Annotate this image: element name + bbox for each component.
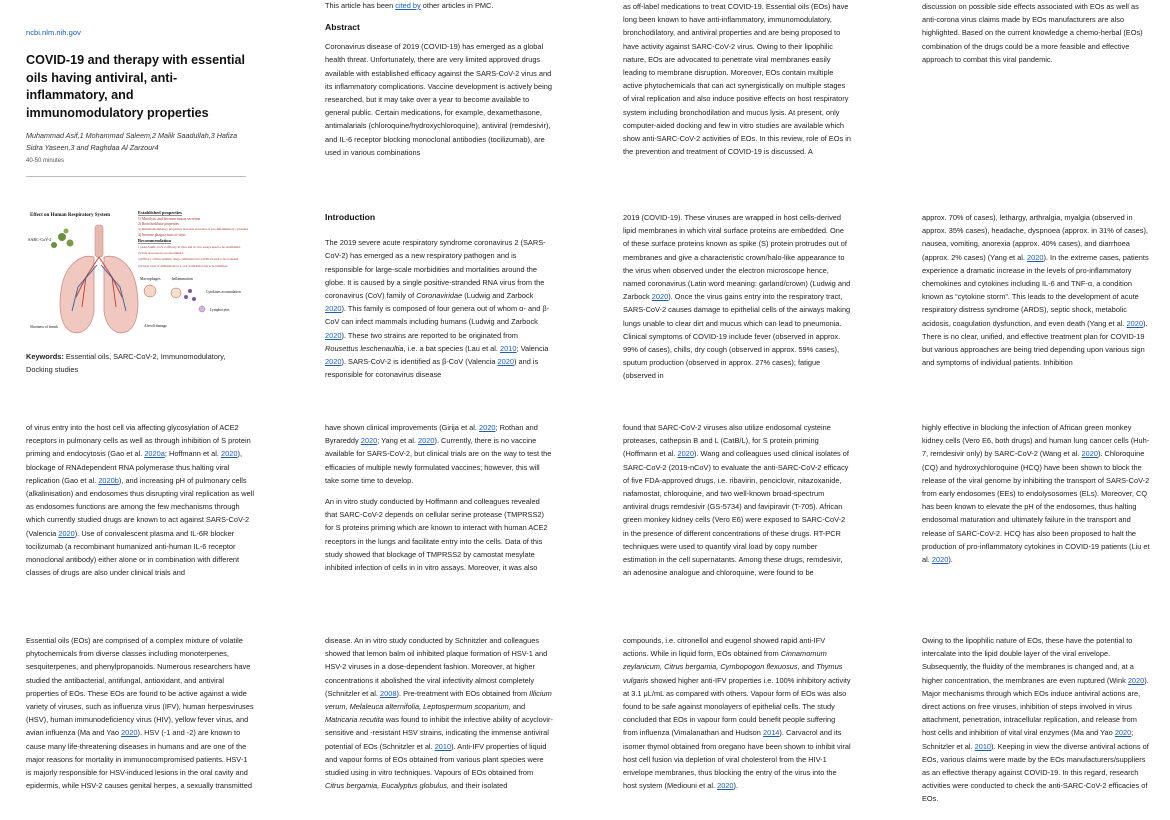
- paragraph: highly effective in blocking the infection of African green monkey kidney cells (Vero E6, both drugs) and human lung cancer cells (Huh-7, remdesivir only) by SARC-CoV-2 (Wang et al. 2020). Chloroquine (CQ) and hydroxychloroquine (HCQ) have been shown to block the release of the viral genome by inhibiting the transport of SARS-CoV-2 from early endosomes (EEs) to endolysosomes (ELs). Moreover, CQ has been known to elevate the pH of the endosomes, thus halting endosomal maturation and ultimately failure in the transport and release of SARC-CoV-2. HCQ has also been proposed to halt the production of pro-inflammatory cytokines in COVID-19 patients (Liu et al. 2020).: [922, 423, 1150, 565]
- article-title: COVID-19 and therapy with essential oils having antiviral, anti-inflammatory, and immunomodulatory properties: [26, 53, 246, 120]
- property-item: 2) Bronchodilator properties: [138, 222, 179, 226]
- citation-link[interactable]: 2020: [651, 292, 669, 302]
- body-column: [325, 634, 553, 792]
- author-list: Muhammad Asif,1 Mohammad Saleem,2 Malik Saadullah,3 Hafiza Sidra Yaseen,3 and Raghdaa Al Zarzour4: [26, 131, 238, 152]
- body-column: [26, 421, 254, 579]
- citation-link[interactable]: 2020: [1114, 728, 1132, 738]
- citation-link[interactable]: 2020: [221, 449, 238, 459]
- recommendation-heading: Recommendation: [138, 238, 171, 243]
- citation-link[interactable]: 2010: [974, 741, 992, 751]
- cited-by-link[interactable]: cited by: [395, 1, 421, 10]
- introduction-continued: [623, 211, 851, 383]
- alveoli-label: Alveoli damage: [144, 324, 167, 328]
- paragraph: Essential oils (EOs) are comprised of a complex mixture of volatile phytochemicals from diverse classes including monoterpenes, sesquiterpenes, and phenylpropanoids. Numerous researchers have studied the antibacterial, antifungal, antioxidant, and antiviral properties of EOs. These EOs are found to be active against a wide variety of viruses, such as influenza virus (IFV), human herpesviruses (HSV), human immunodeficiency virus (HIV), yellow fever virus, and avian influenza (Ma and Yao 2020). HSV (-1 and -2) are known to cause many life-threatening diseases in humans and are one of the major reasons for mortality in immunocompromised patients. HSV-1 is majorly responsible for HSV-induced lesions in the oral cavity and epidermis, while HSV-2 causes genital herpes, a sexually transmitted: [26, 636, 254, 791]
- cells-icon: [144, 285, 205, 312]
- paragraph: approx. 70% of cases), lethargy, arthralgia, myalgia (observed in approx. 35% cases), headache, dyspnoea (approx. in 31% of cases), nausea, vomiting, anorexia (approx. 40% cases), and diarrhoea (approx. 2% cases) (Yang et al. 2020). In the extreme cases, patients experience a dramatic increase in the levels of pro-inflammatory chemokines and cytokines including IL-6 and TNF-α, a condition known as “cytokine storm”. This leads to the development of acute respiratory distress syndrome (ARDS), septic shock, metabolic acidosis, coagulation dysfunction, and even death (Yang et al. 2020). There is no clear, unified, and effective treatment plan for COVID-19 but various approaches are being tried depending upon various sign and symptoms of individual patients. Inhibition: [922, 213, 1149, 368]
- citation-link[interactable]: 2020: [497, 357, 514, 367]
- citation-link[interactable]: 2020: [479, 423, 496, 432]
- citation-link[interactable]: 2020: [931, 555, 949, 565]
- virus-icon: [51, 229, 74, 249]
- citation-link[interactable]: 2010: [500, 343, 517, 353]
- paragraph: Owing to the lipophilic nature of EOs, these have the potential to intercalate into the lipid double layer of the viral envelope. Subsequently, the fluidity of the membranes is changed and, at a higher concentration, the membranes are even ruptured (Wink 2020). Major mechanisms through which EOs induce antiviral actions are, direct actions on free viruses, inhibition of steps involved in virus attachment, penetration, intracellular replication, and release from host cells and inhibition of vital viral enzymes (Ma and Yao 2020; Schnitzler et al. 2010). Keeping in view the diverse antiviral actions of EOs, various claims were made by the EOs manufacturers/suppliers as an effective therapy against COVID-19. In this regard, research activities were conducted to check the anti-SARC-CoV-2 efficacies of EOs.: [922, 636, 1149, 804]
- lungs-diagram: [26, 207, 248, 347]
- introduction-section: [325, 211, 553, 381]
- abstract-text: Coronavirus disease of 2019 (COVID-19) has emerged as a global health threat. Unfortunately, there are very limited approved drugs available with established efficacy against the SARS-CoV-2 virus and its inflammatory complications. Vaccine development is actively being researched, but it may take over a year to become available to general public. Certain medications, for example, dexamethasone, antimalarials (chloroquine/hydroxychloroquine), antiviral (remdesivir), and IL-6 receptor blocking monoclonal antibodies (tocilizumab), are used in various combinations: [325, 42, 553, 157]
- paragraph: disease. An in vitro study conducted by Schnitzler and colleagues showed that lemon balm oil inhibited plaque formation of HSV-1 and HSV-2 viruses in a dose-dependent fashion. Moreover, at higher concentrations it abolished the viral infectivity almost completely (Schnitzler et al. 2008). Pre-treatment with EOs obtained from Illicium verum, Melaleuca alternifolia, Leptospermum scoparium, and Matricaria recutita was found to inhibit the infective ability of acyclovir-sensitive and -resistant HSV strains, indicating the immense antiviral potential of EOs (Schnitzler et al. 2010). Anti-IFV properties of liquid and vapour forms of EOs obtained from various plant species were studied using in vitro techniques. Vapours of EOs obtained from Citrus bergamia, Eucalyptus globulus, and their isolated: [325, 636, 553, 791]
- body-column: [922, 634, 1150, 806]
- divider: [26, 176, 246, 177]
- macrophages-label: Macrophages: [140, 277, 161, 281]
- citation-link[interactable]: 2014: [762, 728, 780, 738]
- citation-link[interactable]: 2020: [717, 781, 734, 791]
- cited-note: This article has been cited by other articles in PMC.: [325, 1, 494, 10]
- keywords-list: Essential oils, SARC-CoV-2, Immunomodulatory, Docking studies: [26, 352, 226, 374]
- body-column: [623, 421, 851, 579]
- virus-label: SARC-CoV-2: [28, 237, 52, 242]
- citation-link[interactable]: 2010: [434, 741, 452, 751]
- paragraph: discussion on possible side effects associated with EOs as well as anti-corona virus claims made by EOs manufacturers are also highlighted. Based on the current knowledge a chemo-herbal (EOs) combination of the drugs could be a more feasible and effective approach to combat this viral pandemic.: [922, 2, 1143, 64]
- body-column: [623, 634, 851, 792]
- inflammation-label: Inflammation: [172, 277, 193, 281]
- site-link[interactable]: ncbi.nlm.nih.gov: [26, 28, 81, 37]
- paragraph: of virus entry into the host cell via affecting glycosylation of ACE2 receptors in pulmonary cells as well as through inhibition of S protein priming and endocytosis (Gao et al. 2020a; Hoffmann et al. 2020), blockage of RNAdependent RNA polymerase thus halting viral replication (Gao et al. 2020b), and increasing pH of pulmonary cells (alkalinisation) and endosomes thus disrupting viral replication as well as endosomes functions are among the few mechanisms through which currently studied drugs are known to act against SARS-CoV-2 (Valencia 2020). Use of convalescent plasma and IL-6R blocker tocilizumab (a recombinant humanized anti-human IL-6 receptor monoclonal antibody) either alone or in combination with different classes of drugs are also under clinical trials and: [26, 423, 254, 578]
- paragraph: have shown clinical improvements (Girija et al. 2020; Rothan and Byrareddy 2020; Yang et al. 2020). Currently, there is no vaccine available for SARS-CoV-2, but clinical trials are on the way to test the efficacies of multiple newly formulated vaccines; however, this will take some time to develop.: [325, 423, 552, 485]
- citation-link[interactable]: 2020: [1127, 675, 1145, 685]
- citation-link[interactable]: 2020a: [144, 449, 165, 459]
- recommendation-item: 1) Anti-SARC-CoV-2 efficacy in vitro and in vivo assays need to be established.: [138, 245, 241, 249]
- shortness-label: Shortness of breath: [30, 325, 58, 329]
- properties-heading: Established properties: [138, 210, 182, 215]
- recommendation-item: 4) Proper route of administration i.e. oral or inhalation has to be identified.: [138, 264, 228, 268]
- citation-link[interactable]: 2020: [1081, 449, 1098, 459]
- property-item: 3) Immunomodulatory properties decrease secretion of pro-inflammatory cytokines: [138, 227, 248, 231]
- citation-link[interactable]: 2020: [325, 304, 342, 314]
- citation-link[interactable]: 2020: [1027, 252, 1044, 262]
- citation-link[interactable]: 2020: [325, 330, 342, 340]
- citation-link[interactable]: 2020: [1126, 318, 1143, 328]
- keywords-label: Keywords:: [26, 352, 64, 361]
- keywords: [26, 350, 254, 376]
- recommendation-item: 3) Efficacy of EOs-synthetic drugs combination in COVID-19 need to be evaluated.: [138, 257, 239, 261]
- abstract-heading: Abstract: [325, 22, 360, 32]
- graphical-abstract-figure: [26, 207, 248, 347]
- introduction-continued: [922, 211, 1150, 369]
- abstract-continued: [922, 0, 1150, 66]
- trachea-shape: [95, 225, 103, 257]
- citation-link[interactable]: 2020: [121, 728, 138, 738]
- abstract-section: [325, 0, 553, 159]
- read-time: 40-50 minutes: [26, 158, 65, 164]
- paragraph: 2019 (COVID-19). These viruses are wrapped in host cells-derived lipid membranes in which viral surface proteins are embedded. One of these surface proteins known as spike (S) protein protrudes out of membranes and give a characteristic crown/halo-like appearance to the virus when observed under the electron microscope hence, named coronavirus (Latin word meaning: garland/crown) (Ludwig and Zarbock 2020). Once the virus gains entry into the respiratory tract, SARS-CoV-2 causes damage to epithelial cells of the airways making lungs unable to clear dirt and mucus which can lead to pneumonia. Clinical symptoms of COVID-19 include fever (observed in approx. 99% of cases), chills, dry cough (observed in approx. 59% cases), sputum production (observed in approx. 27% cases); fatigue (observed in: [623, 213, 851, 381]
- citation-link[interactable]: 2020: [360, 436, 378, 446]
- body-column: [922, 421, 1150, 566]
- citation-link[interactable]: 2020: [58, 528, 75, 538]
- recommendation-item: 2) Safe dose need to be determined.: [138, 251, 184, 255]
- paragraph: as off-label medications to treat COVID-19. Essential oils (EOs) have long been known to have anti-inflammatory, immunomodulatory, bronchodilatory, and antiviral properties and are being proposed to have activity against SARC-CoV-2 virus. Owing to their lipophilic nature, EOs are advocated to penetrate viral membranes easily leading to membrane disruption. Moreover, EOs contain multiple active phytochemicals that can act synergistically on multiple stages of viral replication and also induce positive effects on host respiratory system including bronchodilation and mucus lysis. At present, only computer-aided docking and few in vitro studies are available which show anti-SARC-CoV-2 activities of EOs. In this review, role of EOs in the prevention and treatment of COVID-19 is discussed. A: [623, 2, 851, 157]
- paragraph: found that SARC-CoV-2 viruses also utilize endosomal cysteine proteases, cathepsin B and L (CatB/L), for S protein priming (Hoffmann et al. 2020). Wang and colleagues used clinical isolates of SARC-CoV-2 (2019-nCoV) to evaluate the anti-SARC-CoV-2 efficacy of five FDA-approved drugs, i.e. ribavirin, penciclovir, nitazoxanide, nafamostat, chloroquine, and two well-known broad-spectrum antiviral drugs remdesivir (GS-5734) and favipiravir (T-705). African green monkey kidney cells (Vero E6) were exposed to SARC-CoV-2 in the presence of different concentrations of these drugs. RT-PCR techniques were used to quantify viral load by copy number estimation in the cell supernatants. Among these drugs, remdesivir, an adenosine analogue and chloroquine, were found to be: [623, 423, 849, 578]
- paragraph: The 2019 severe acute respiratory syndrome coronavirus 2 (SARS-CoV-2) has emerged as a new respiratory pathogen and is responsible for large-scale morbidities and mortalities around the globe. It is caused by a single positive-stranded RNA virus from the coronavirus (CoV) family of Coronaviridae (Ludwig and Zarbock 2020). This family is composed of four genera out of whom α- and β-CoV can infect mammals including humans (Ludwig and Zarbock 2020). These two strains are reported to be originated from Rousettus leschenaultia, i.e. a bat species (Lau et al. 2010; Valencia 2020). SARS-CoV-2 is identified as β-CoV (Valencia 2020) and is responsible for coronavirus disease: [325, 238, 550, 380]
- figure-title: Effect on Human Respiratory System: [30, 213, 110, 218]
- citation-link[interactable]: 2020b: [98, 475, 119, 485]
- citation-link[interactable]: 2008: [380, 688, 397, 698]
- citation-link[interactable]: 2020: [325, 357, 342, 367]
- body-column: [325, 421, 553, 574]
- paragraph: An in vitro study conducted by Hoffmann and colleagues revealed that SARC-CoV-2 depends on cellular serine protease (TMPRSS2) for S proteins priming which are known to interact with human ACE2 receptors in the lungs and facilitate entry into the cells. Data of this study showed that blockage of TMPRSS2 by camostat mesylate inhibited infection of cells in in vitro assays. Moreover, it was also: [325, 497, 548, 573]
- property-item: 1) Mucolytic and decrease mucus secretion: [138, 217, 201, 221]
- citation-link[interactable]: 2020: [418, 436, 435, 446]
- body-column: [26, 634, 254, 792]
- abstract-continued: [623, 0, 851, 158]
- introduction-heading: Introduction: [325, 212, 376, 222]
- paragraph: compounds, i.e. citronellol and eugenol showed rapid anti-IFV actions. While in liquid form, EOs obtained from Cinnamomum zeylanicum, Citrus bergamia, Cymbopogon flexuosus, and Thymus vulgaris showed higher anti-IFV properties i.e. 100% inhibitory activity at 3.1 μL/mL as compared with others. Vapour form of EOs was also found to be safe against monolayers of epithelial cells. The study concluded that EOs in vapour form could benefit people suffering from influenza (Vimalanathan and Hudson 2014). Carvacrol and its isomer thymol obtained from oregano have been shown to inhibit viral host cell fusion via depletion of viral cholesterol from the HIV-1 envelope membranes, thus blocking the entry of the virus into the host system (Mediouni et al. 2020).: [623, 636, 851, 791]
- property-item: 4) Increase phagocytosis of virus: [138, 233, 186, 237]
- citation-link[interactable]: 2020: [677, 449, 694, 459]
- lymphocytes-label: Lymphocytes: [210, 308, 230, 312]
- cytokines-label: Cytokines accumulation: [206, 290, 241, 294]
